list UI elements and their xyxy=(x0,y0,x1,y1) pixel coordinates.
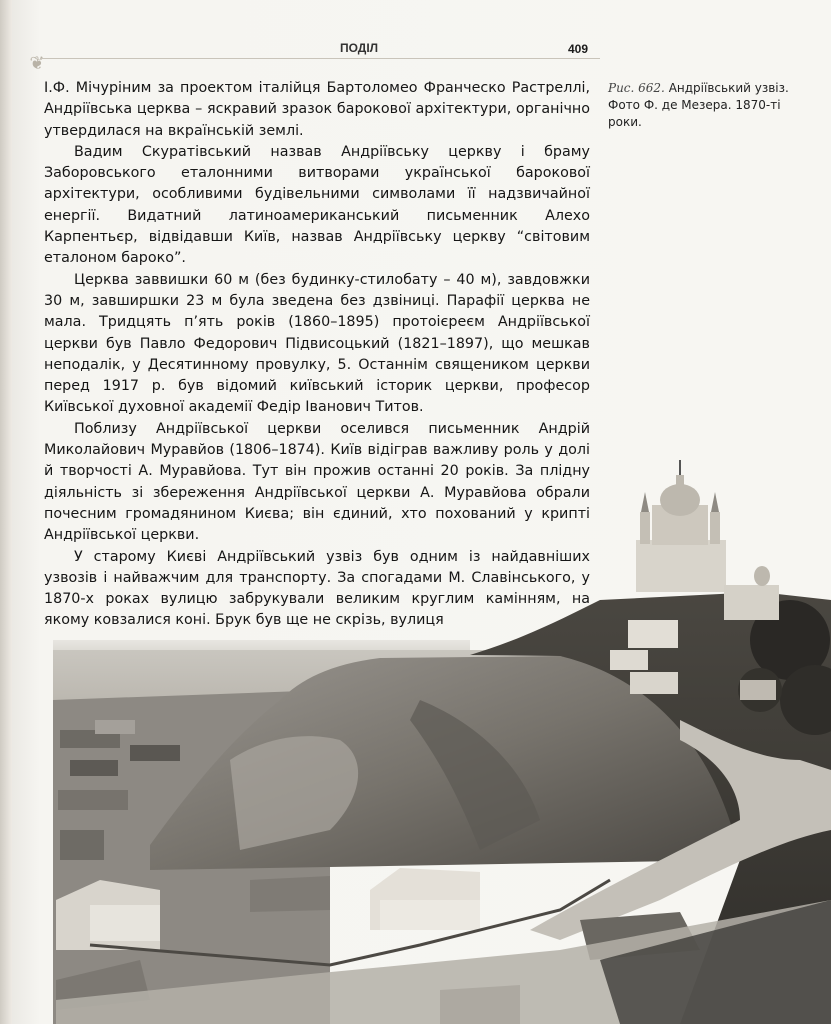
figure-title: Андріївський узвіз. xyxy=(668,81,789,95)
paragraph: І.Ф. Мічуріним за проектом італійця Бартоломео Франческо Растреллі, Андріївська церква – яскравий зразок барокової архітектури, органічно утвердилася на вкраїнській землі. xyxy=(44,80,590,139)
ornament-icon: ❦ xyxy=(29,53,45,73)
figure-credit: Фото Ф. де Мезера. 1870-ті роки. xyxy=(608,98,781,129)
paragraph: Церква заввишки 60 м (без будинку-стилобату – 40 м), завдовжки 30 м, завширшки 23 м була зведена без дзвіниці. Парафії церква не мала. Тридцять п’ять років (1860–1895) протоієреєм Андріївської церкви був Павло Федорович Підвисоцький (1821–1897), що мешкав неподалік, у Десятинному провулку, 5. Останнім священиком церкви перед 1917 р. був відомий київський історик церкви, професор Київської духовної академії Федір Іванович Титов. xyxy=(44,271,590,416)
paragraph: Вадим Скуратівський назвав Андріївську церкву і браму Заборовського еталонними витворами української барокової архітектури, особливими будівельними символами її надзвичайної енергії. Видатний латиноамериканський письменник Алехо Карпентьєр, відвідавши Київ, назвав Андріївську церкву “світовим еталоном бароко”. xyxy=(44,143,590,267)
figure-number: Рис. 662. xyxy=(608,81,665,95)
page-number: 409 xyxy=(568,42,589,56)
paragraph: У старому Києві Андріївський узвіз був одним із найдавніших узвозів і найважчим для транспорту. За спогадами М. Славінського, у 1870-х роках вулицю забрукували великим круглим камінням, на якому ковзалися коні. Брук був ще не скрізь, вулиця xyxy=(44,548,590,629)
paragraph: Поблизу Андріївської церкви оселився письменник Андрій Миколайович Муравйов (1806–1874). Київ відіграв важливу роль у долі й творчості А. Муравйова. Тут він прожив останні 20 років. За плідну діяльність зі збереження Андріївської церкви А. Муравйова обрали почесним громадянином Києва; він єдиний, хто похований у крипті Андріївської церкви. xyxy=(44,420,590,544)
header-section-title: ПОДІЛ xyxy=(340,41,379,55)
